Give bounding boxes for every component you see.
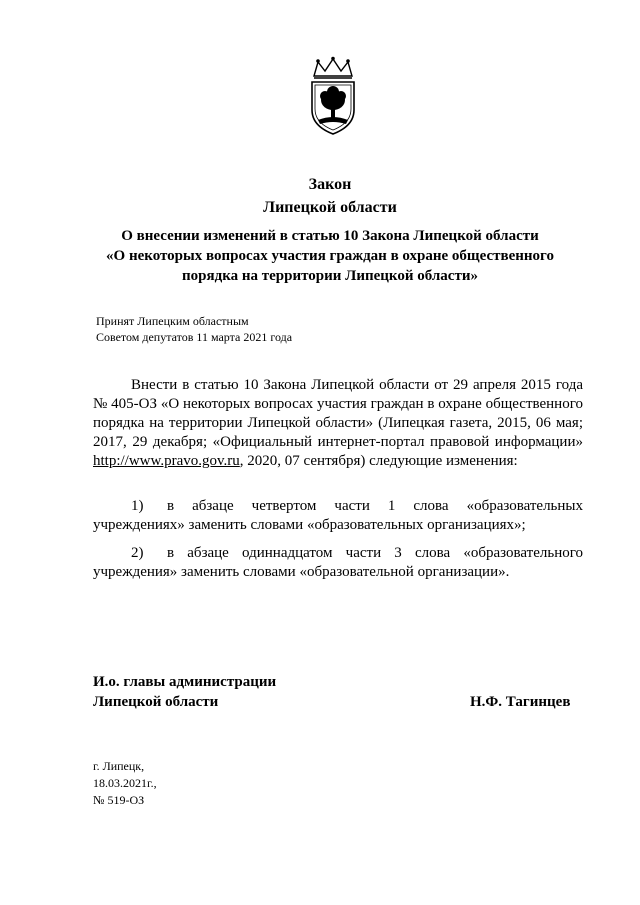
amendment-item-2-number: 2) [131, 545, 144, 561]
amendment-item-2 [93, 544, 583, 582]
lipetsk-coat-of-arms-icon [300, 56, 366, 136]
footer-date: 18.03.2021г., [93, 776, 157, 790]
amendment-item-2-text: в абзаце одиннадцатом части 3 слова «образовательного учреждения» заменить словами «образовательной организации». [93, 545, 583, 580]
footer-number: № 519-ОЗ [93, 793, 145, 807]
amendment-item-1-text: в абзаце четвертом части 1 слова «образовательных учреждениях» заменить словами «образовательных организациях»; [93, 498, 583, 533]
footer-city: г. Липецк, [93, 759, 145, 773]
document-footer [93, 758, 157, 809]
signatory-position-line-2: Липецкой области [93, 694, 219, 710]
signatory-name: Н.Ф. Тагинцев [470, 694, 571, 710]
main-paragraph-text-end: , 2020, 07 сентября) следующие изменения: [239, 453, 518, 469]
main-paragraph [93, 376, 583, 471]
pravo-portal-link[interactable]: http://www.pravo.gov.ru [93, 453, 240, 469]
document-region-title: Липецкой области [263, 199, 397, 216]
amendment-item-1 [93, 497, 583, 535]
signatory-position-line-1: И.о. главы администрации [93, 674, 277, 690]
adoption-line-1: Принят Липецким областным [96, 314, 249, 328]
amendment-item-1-number: 1) [131, 498, 144, 514]
adoption-note [96, 313, 292, 345]
adoption-line-2: Советом депутатов 11 марта 2021 года [96, 330, 293, 344]
subject-line-1: О внесении изменений в статью 10 Закона Липецкой области [121, 228, 539, 244]
law-subject-heading [70, 226, 590, 286]
signatory-position [93, 672, 276, 712]
subject-line-2: «О некоторых вопросах участия граждан в охране общественного [106, 248, 554, 264]
subject-line-3: порядка на территории Липецкой области» [182, 268, 478, 284]
main-paragraph-text: Внести в статью 10 Закона Липецкой области от 29 апреля 2015 года № 405-ОЗ «О некоторых вопросах участия граждан в охране общественного порядка на территории Липецкой области» (Липецкая газета, 2015, 06 мая; 2017, 29 декабря; «Официальный интернет-портал правовой информации» [93, 377, 583, 450]
document-type-title: Закон [308, 176, 352, 193]
